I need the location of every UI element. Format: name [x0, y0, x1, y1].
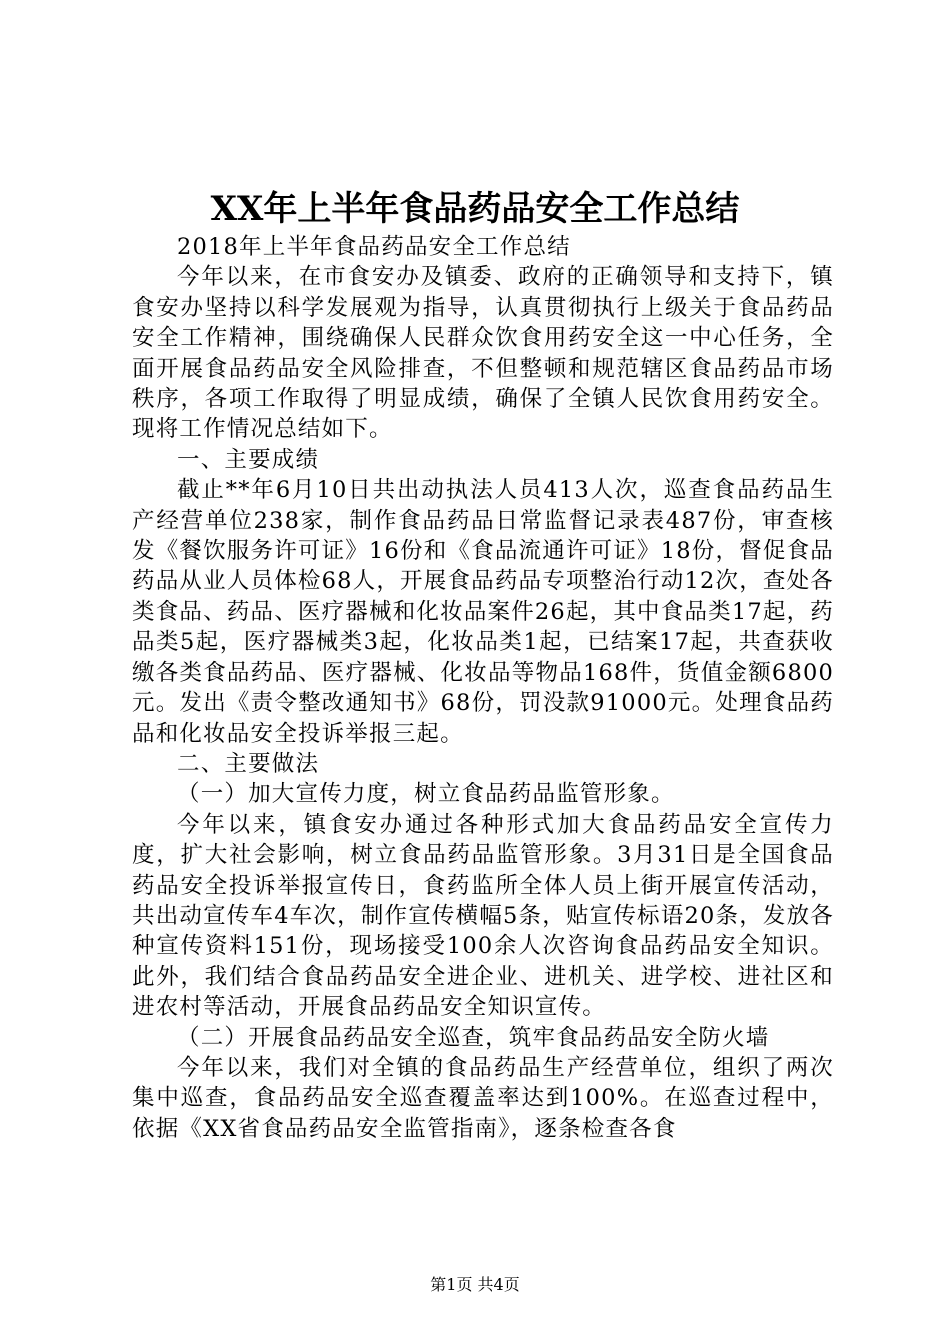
achievements-paragraph: 截止**年6月10日共出动执法人员413人次，巡查食品药品生产经营单位238家，制作食品药品日常监督记录表487份，审查核发《餐饮服务许可证》16份和《食品流通许可证》18份，督促食品药品从业人员体检68人，开展食品药品专项整治行动12次，查处各类食品、药品、医疗器械和化妆品案件26起，其中食品类17起，药品类5起，医疗器械类3起，化妆品类1起，已结案17起，共查获收缴各类食品药品、医疗器械、化妆品等物品168件，货值金额6800元。发出《责令整改通知书》68份，罚没款91000元。处理食品药品和化妆品安全投诉举报三起。: [132, 477, 834, 747]
subsection-heading-publicity: （一）加大宣传力度，树立食品药品监管形象。: [177, 781, 675, 808]
section-heading-achievements: 一、主要成绩: [177, 446, 320, 473]
document-body: [132, 232, 834, 1144]
publicity-paragraph: 今年以来，镇食安办通过各种形式加大食品药品安全宣传力度，扩大社会影响，树立食品药品监管形象。3月31日是全国食品药品安全投诉举报宣传日，食药监所全体人员上街开展宣传活动，共出动宣传车4车次，制作宣传横幅5条，贴宣传标语20条，发放各种宣传资料151份，现场接受100余人次咨询食品药品安全知识。此外，我们结合食品药品安全进企业、进机关、进学校、进社区和进农村等活动，开展食品药品安全知识宣传。: [132, 811, 834, 1021]
intro-paragraph: 今年以来，在市食安办及镇委、政府的正确领导和支持下，镇食安办坚持以科学发展观为指导，认真贯彻执行上级关于食品药品安全工作精神，围绕确保人民群众饮食用药安全这一中心任务，全面开展食品药品安全风险排查，不但整顿和规范辖区食品药品市场秩序，各项工作取得了明显成绩，确保了全镇人民饮食用药安全。现将工作情况总结如下。: [132, 264, 834, 443]
subtitle-paragraph: 2018年上半年食品药品安全工作总结: [177, 234, 571, 260]
page-footer: 第1页 共4页: [430, 1275, 520, 1294]
inspection-paragraph: 今年以来，我们对全镇的食品药品生产经营单位，组织了两次集中巡查，食品药品安全巡查覆盖率达到100%。在巡查过程中，依据《XX省食品药品安全监管指南》，逐条检查各食: [132, 1054, 834, 1142]
section-heading-methods: 二、主要做法: [177, 750, 320, 777]
subsection-heading-inspection: （二）开展食品药品安全巡查，筑牢食品药品安全防火墙: [177, 1024, 770, 1051]
document-title: XX年上半年食品药品安全工作总结: [210, 189, 740, 229]
